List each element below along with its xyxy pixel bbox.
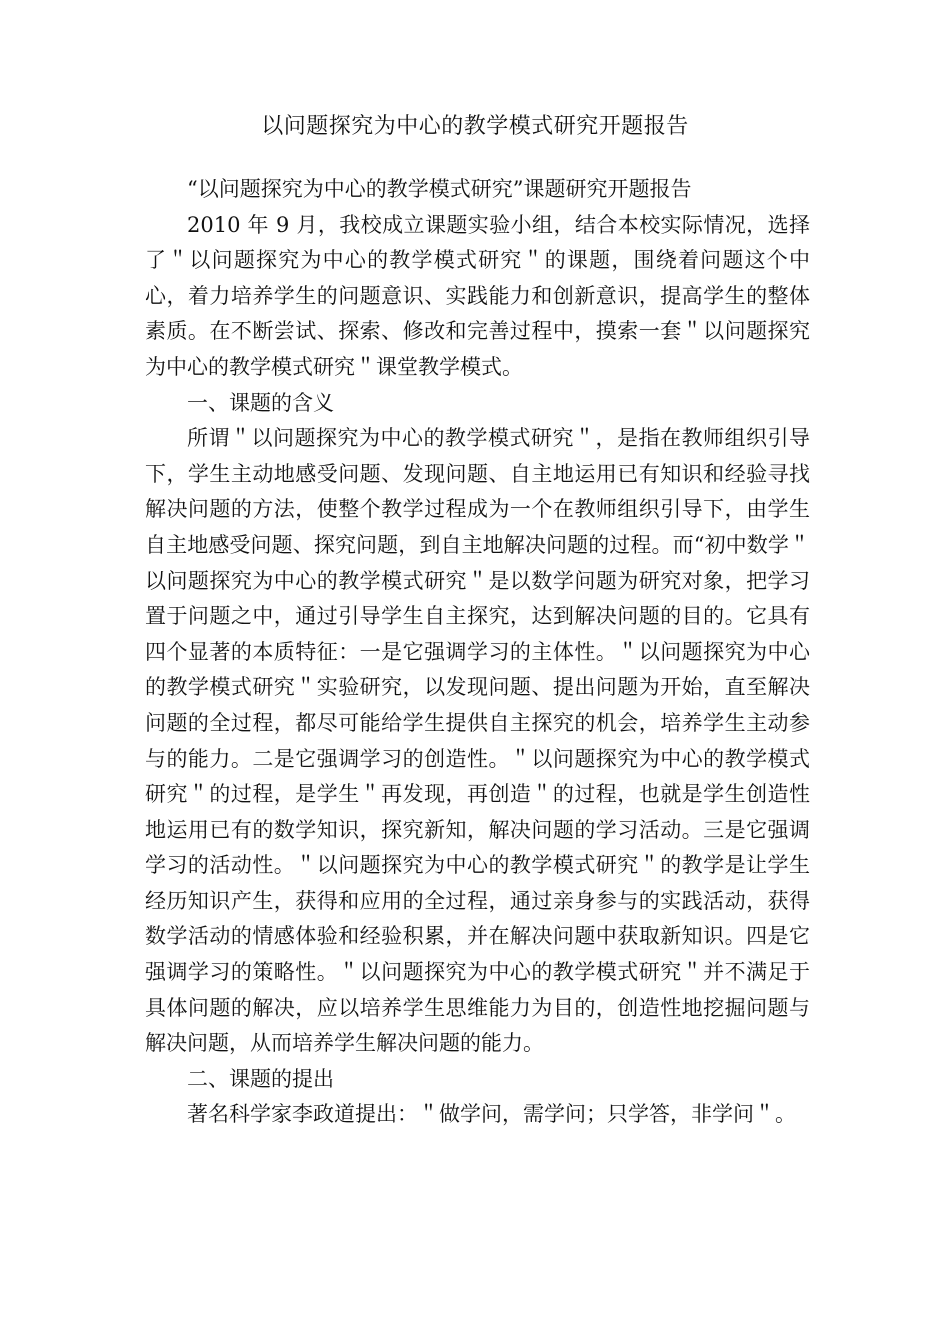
paragraph-meaning: 所谓＂以问题探究为中心的教学模式研究＂，是指在教师组织引导下，学生主动地感受问题、发现问题、自主地运用已有知识和经验寻找解决问题的方法，使整个教学过程成为一个在教师组织引导下，由学生自主地感受问题、探究问题，到自主地解决问题的过程。而“初中数学＂以问题探究为中心的教学模式研究＂是以数学问题为研究对象，把学习置于问题之中，通过引导学生自主探究，达到解决问题的目的。它具有四个显著的本质特征：一是它强调学习的主体性。＂以问题探究为中心的教学模式研究＂实验研究，以发现问题、提出问题为开始，直至解决问题的全过程，都尽可能给学生提供自主探究的机会，培养学生主动参与的能力。二是它强调学习的创造性。＂以问题探究为中心的教学模式研究＂的过程，是学生＂再发现，再创造＂的过程，也就是学生创造性地运用已有的数学知识，探究新知，解决问题的学习活动。三是它强调学习的活动性。＂以问题探究为中心的教学模式研究＂的教学是让学生经历知识产生，获得和应用的全过程，通过亲身参与的实践活动，获得数学活动的情感体验和经验积累，并在解决问题中获取新知识。四是它强调学习的策略性。＂以问题探究为中心的教学模式研究＂并不满足于具体问题的解决，应以培养学生思维能力为目的，创造性地挖掘问题与解决问题，从而培养学生解决问题的能力。 bbox=[145, 426, 810, 1056]
document-body bbox=[145, 172, 810, 1133]
section-heading-meaning: 一、课题的含义 bbox=[187, 390, 334, 415]
paragraph-proposal: 著名科学家李政道提出：＂做学问，需学问；只学答，非学问＂。 bbox=[187, 1102, 796, 1127]
section-heading-proposal: 二、课题的提出 bbox=[187, 1066, 334, 1091]
report-subtitle: “以问题探究为中心的教学模式研究”课题研究开题报告 bbox=[187, 177, 692, 201]
document-title: 以问题探究为中心的教学模式研究开题报告 bbox=[261, 114, 689, 139]
paragraph-intro: 2010 年 9 月，我校成立课题实验小组，结合本校实际情况，选择了＂以问题探究为中心的教学模式研究＂的课题，围绕着问题这个中心，着力培养学生的问题意识、实践能力和创新意识，提高学生的整体素质。在不断尝试、探索、修改和完善过程中，摸索一套＂以问题探究为中心的教学模式研究＂课堂教学模式。 bbox=[145, 212, 810, 379]
